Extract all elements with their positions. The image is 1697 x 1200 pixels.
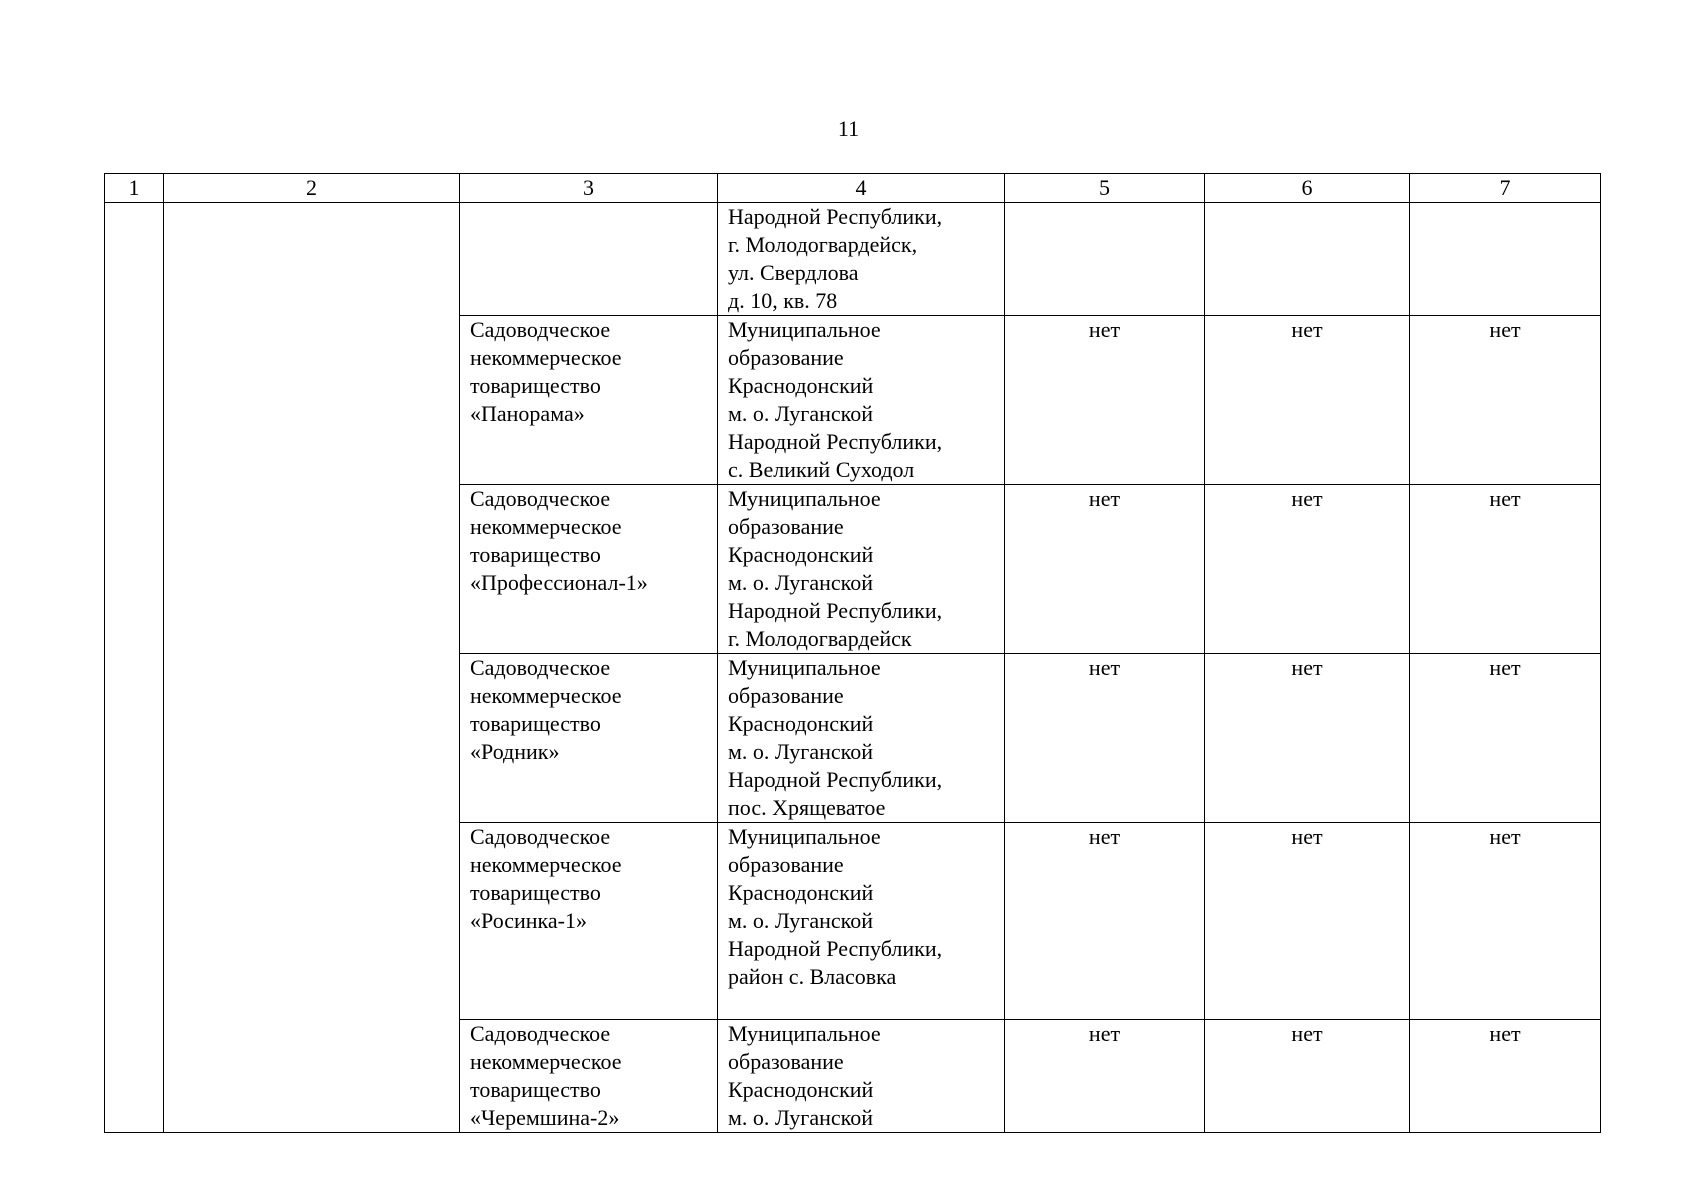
organization-text: Садоводческое некоммерческое товарищество «Росинка-1» <box>470 824 622 933</box>
column-header-2: 2 <box>164 174 460 203</box>
column-header-6: 6 <box>1205 174 1410 203</box>
data-table <box>104 173 1601 1133</box>
organization-text: Садоводческое некоммерческое товарищество «Черемшина-2» <box>470 1021 622 1130</box>
location-text: Народной Республики, г. Молодогвардейск, ул. Свердлова д. 10, кв. 78 <box>728 204 943 313</box>
column-header-4: 4 <box>718 174 1005 203</box>
organization-text: Садоводческое некоммерческое товарищество «Профессионал-1» <box>470 486 648 595</box>
cell-location <box>718 1020 1005 1133</box>
cell-col2-merged <box>164 203 460 1133</box>
cell-organization <box>460 1020 718 1133</box>
cell-col6 <box>1205 203 1410 316</box>
cell-col5: нет <box>1005 316 1205 485</box>
table-row <box>105 203 1601 316</box>
cell-col1-merged <box>105 203 164 1133</box>
cell-location <box>718 316 1005 485</box>
cell-location <box>718 485 1005 654</box>
cell-location <box>718 823 1005 1020</box>
cell-organization <box>460 203 718 316</box>
cell-col5: нет <box>1005 654 1205 823</box>
cell-col7 <box>1410 203 1601 316</box>
cell-col6: нет <box>1205 316 1410 485</box>
cell-organization <box>460 823 718 1020</box>
column-header-5: 5 <box>1005 174 1205 203</box>
cell-col7: нет <box>1410 316 1601 485</box>
location-text: Муниципальное образование Краснодонский м. о. Луганской Народной Республики, район с. Власовка <box>728 824 943 989</box>
cell-col7: нет <box>1410 823 1601 1020</box>
location-text: Муниципальное образование Краснодонский м. о. Луганской <box>728 1021 881 1130</box>
location-text: Муниципальное образование Краснодонский м. о. Луганской Народной Республики, пос. Хрящеватое <box>728 655 943 820</box>
cell-col5: нет <box>1005 1020 1205 1133</box>
column-header-7: 7 <box>1410 174 1601 203</box>
cell-col6: нет <box>1205 485 1410 654</box>
column-header-3: 3 <box>460 174 718 203</box>
cell-col7: нет <box>1410 485 1601 654</box>
location-text: Муниципальное образование Краснодонский м. о. Луганской Народной Республики, г. Молодогвардейск <box>728 486 943 651</box>
location-text: Муниципальное образование Краснодонский м. о. Луганской Народной Республики, с. Великий Суходол <box>728 317 943 482</box>
cell-organization <box>460 485 718 654</box>
cell-col5: нет <box>1005 823 1205 1020</box>
cell-col6: нет <box>1205 1020 1410 1133</box>
organization-text: Садоводческое некоммерческое товарищество «Панорама» <box>470 317 622 426</box>
cell-organization <box>460 654 718 823</box>
page-number: 11 <box>837 116 860 141</box>
cell-col6: нет <box>1205 823 1410 1020</box>
cell-col7: нет <box>1410 1020 1601 1133</box>
header-row <box>105 174 1601 203</box>
cell-col7: нет <box>1410 654 1601 823</box>
cell-col5 <box>1005 203 1205 316</box>
organization-text: Садоводческое некоммерческое товарищество «Родник» <box>470 655 622 764</box>
cell-organization <box>460 316 718 485</box>
cell-col5: нет <box>1005 485 1205 654</box>
column-header-1: 1 <box>105 174 164 203</box>
cell-location <box>718 203 1005 316</box>
cell-col6: нет <box>1205 654 1410 823</box>
cell-location <box>718 654 1005 823</box>
